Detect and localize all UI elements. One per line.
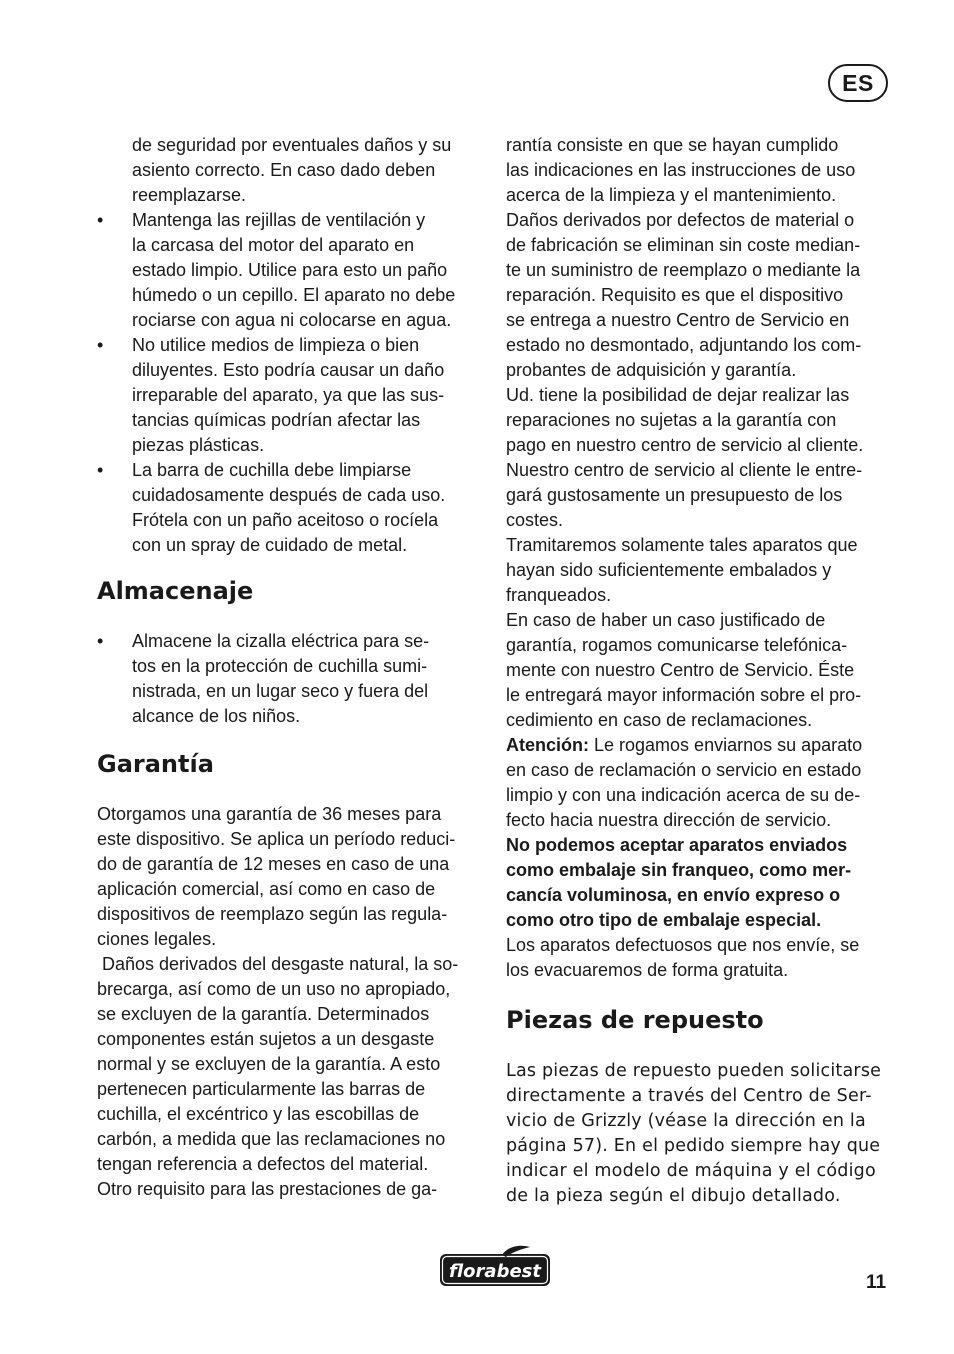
text-line: diluyentes. Esto podría causar un daño bbox=[132, 360, 445, 380]
text-line: directamente a través del Centro de Ser- bbox=[506, 1086, 872, 1106]
text-line: la carcasa del motor del aparato en bbox=[132, 235, 415, 255]
text-line: se entrega a nuestro Centro de Servicio en bbox=[506, 310, 850, 330]
text-line: acerca de la limpieza y el mantenimiento. bbox=[506, 185, 837, 205]
text-line: rociarse con agua ni colocarse en agua. bbox=[132, 310, 452, 330]
text-line: irreparable del aparato, ya que las sus- bbox=[132, 385, 445, 405]
text-line: franqueados. bbox=[506, 585, 612, 605]
text-line: carbón, a medida que las reclamaciones no bbox=[97, 1129, 446, 1149]
text-line: costes. bbox=[506, 510, 564, 530]
text-line: No utilice medios de limpieza o bien bbox=[132, 335, 420, 355]
text-line: de la pieza según el dibujo detallado. bbox=[506, 1186, 841, 1206]
text-line: pertenecen particularmente las barras de bbox=[97, 1079, 426, 1099]
text-line: nistrada, en un lugar seco y fuera del bbox=[132, 681, 429, 701]
text-line: componentes están sujetos a un desgaste bbox=[97, 1029, 435, 1049]
text-line: como otro tipo de embalaje especial. bbox=[506, 910, 822, 930]
text-line: de seguridad por eventuales daños y su bbox=[132, 135, 452, 155]
text-line: Los aparatos defectuosos que nos envíe, se bbox=[506, 935, 860, 955]
language-code: ES bbox=[842, 69, 874, 96]
text-line: asiento correcto. En caso dado deben bbox=[132, 160, 436, 180]
text-line: con un spray de cuidado de metal. bbox=[132, 535, 408, 555]
text-line: indicar el modelo de máquina y el código bbox=[506, 1161, 876, 1181]
text-line: brecarga, así como de un uso no apropiado, bbox=[97, 979, 451, 999]
bullet-marker: • bbox=[97, 631, 104, 651]
text-line: Frótela con un paño aceitoso o rocíela bbox=[132, 510, 439, 530]
text-line: fecto hacia nuestra dirección de servicio. bbox=[506, 810, 832, 830]
text-line: dispositivos de reemplazo según las regula- bbox=[97, 904, 448, 924]
text-line: alcance de los niños. bbox=[132, 706, 301, 726]
bullet-marker: • bbox=[97, 335, 104, 355]
text-line: este dispositivo. Se aplica un período reduci- bbox=[97, 829, 456, 849]
text-line: hayan sido suficientemente embalados y bbox=[506, 560, 832, 580]
text-line: gará gustosamente un presupuesto de los bbox=[506, 485, 843, 505]
florabest-logo bbox=[438, 1244, 552, 1290]
text-line: Nuestro centro de servicio al cliente le entre- bbox=[506, 460, 863, 480]
attention-line bbox=[506, 733, 896, 758]
text-line: Almacene la cizalla eléctrica para se- bbox=[132, 631, 430, 651]
storage-heading: Almacenaje bbox=[97, 577, 254, 605]
text-line: Otro requisito para las prestaciones de ga- bbox=[97, 1179, 438, 1199]
text-line: página 57). En el pedido siempre hay que bbox=[506, 1136, 881, 1156]
maintenance-bullet-cleaners bbox=[97, 333, 492, 458]
text-line: tengan referencia a defectos del material. bbox=[97, 1154, 429, 1174]
continued-bullet-text bbox=[97, 133, 492, 208]
language-badge bbox=[828, 64, 888, 102]
text-line: probantes de adquisición y garantía. bbox=[506, 360, 797, 380]
storage-bullet bbox=[97, 629, 492, 729]
text-line: reemplazarse. bbox=[132, 185, 247, 205]
attention-text: Le rogamos enviarnos su aparato bbox=[589, 735, 863, 755]
text-line: como embalaje sin franqueo, como mer- bbox=[506, 860, 852, 880]
text-line: Daños derivados por defectos de material o bbox=[506, 210, 855, 230]
text-line: Mantenga las rejillas de ventilación y bbox=[132, 210, 426, 230]
warranty-text-continued bbox=[506, 133, 896, 733]
text-line: los evacuaremos de forma gratuita. bbox=[506, 960, 789, 980]
text-line: limpio y con una indicación acerca de su de- bbox=[506, 785, 861, 805]
text-line: La barra de cuchilla debe limpiarse bbox=[132, 460, 412, 480]
text-line: cuidadosamente después de cada uso. bbox=[132, 485, 446, 505]
text-line: Ud. tiene la posibilidad de dejar realizar las bbox=[506, 385, 850, 405]
text-line: mente con nuestro Centro de Servicio. Éste bbox=[506, 660, 855, 680]
text-line: normal y se excluyen de la garantía. A esto bbox=[97, 1054, 441, 1074]
page-number: 11 bbox=[866, 1272, 887, 1293]
text-line: rantía consiste en que se hayan cumplido bbox=[506, 135, 839, 155]
warranty-heading: Garantía bbox=[97, 750, 214, 778]
right-column bbox=[506, 133, 896, 1209]
text-line: piezas plásticas. bbox=[132, 435, 265, 455]
text-line: Tramitaremos solamente tales aparatos que bbox=[506, 535, 858, 555]
warranty-text bbox=[97, 802, 492, 1202]
text-line: vicio de Grizzly (véase la dirección en la bbox=[506, 1111, 866, 1131]
text-line: Las piezas de repuesto pueden solicitarse bbox=[506, 1061, 882, 1081]
attention-label: Atención: bbox=[506, 735, 589, 755]
bullet-marker: • bbox=[97, 460, 104, 480]
text-line: cedimiento en caso de reclamaciones. bbox=[506, 710, 813, 730]
shipping-warning bbox=[506, 833, 896, 933]
text-line: en caso de reclamación o servicio en estado bbox=[506, 760, 862, 780]
text-line: le entregará mayor información sobre el pro- bbox=[506, 685, 862, 705]
text-line: aplicación comercial, así como en caso de bbox=[97, 879, 436, 899]
text-line: No podemos aceptar aparatos enviados bbox=[506, 835, 848, 855]
text-line: pago en nuestro centro de servicio al cliente. bbox=[506, 435, 864, 455]
text-line: En caso de haber un caso justificado de bbox=[506, 610, 826, 630]
text-line: las indicaciones en las instrucciones de uso bbox=[506, 160, 856, 180]
maintenance-bullet-blade bbox=[97, 458, 492, 558]
text-line: cuchilla, el excéntrico y las escobillas de bbox=[97, 1104, 420, 1124]
text-line: se excluyen de la garantía. Determinados bbox=[97, 1004, 430, 1024]
text-line: estado no desmontado, adjuntando los com- bbox=[506, 335, 862, 355]
maintenance-bullet-ventilation bbox=[97, 208, 492, 333]
bullet-marker: • bbox=[97, 210, 104, 230]
left-column bbox=[97, 133, 492, 1202]
text-line: húmedo o un cepillo. El aparato no debe bbox=[132, 285, 456, 305]
text-line: te un suministro de reemplazo o mediante la bbox=[506, 260, 861, 280]
text-line: estado limpio. Utilice para esto un paño bbox=[132, 260, 448, 280]
text-line: cancía voluminosa, en envío expreso o bbox=[506, 885, 841, 905]
text-line: reparación. Requisito es que el dispositivo bbox=[506, 285, 844, 305]
spare-parts-heading: Piezas de repuesto bbox=[506, 1006, 764, 1034]
text-line: ciones legales. bbox=[97, 929, 217, 949]
text-line: do de garantía de 12 meses en caso de una bbox=[97, 854, 450, 874]
text-line: reparaciones no sujetas a la garantía con bbox=[506, 410, 837, 430]
text-line: Otorgamos una garantía de 36 meses para bbox=[97, 804, 442, 824]
brand-wordmark: florabest bbox=[449, 1261, 541, 1282]
text-line: tos en la protección de cuchilla sumi- bbox=[132, 656, 428, 676]
text-line: de fabricación se eliminan sin coste median- bbox=[506, 235, 861, 255]
text-line: tancias químicas podrían afectar las bbox=[132, 410, 421, 430]
text-line: Daños derivados del desgaste natural, la so- bbox=[97, 954, 459, 974]
text-line: garantía, rogamos comunicarse telefónica- bbox=[506, 635, 848, 655]
spare-parts-text bbox=[506, 1059, 896, 1209]
